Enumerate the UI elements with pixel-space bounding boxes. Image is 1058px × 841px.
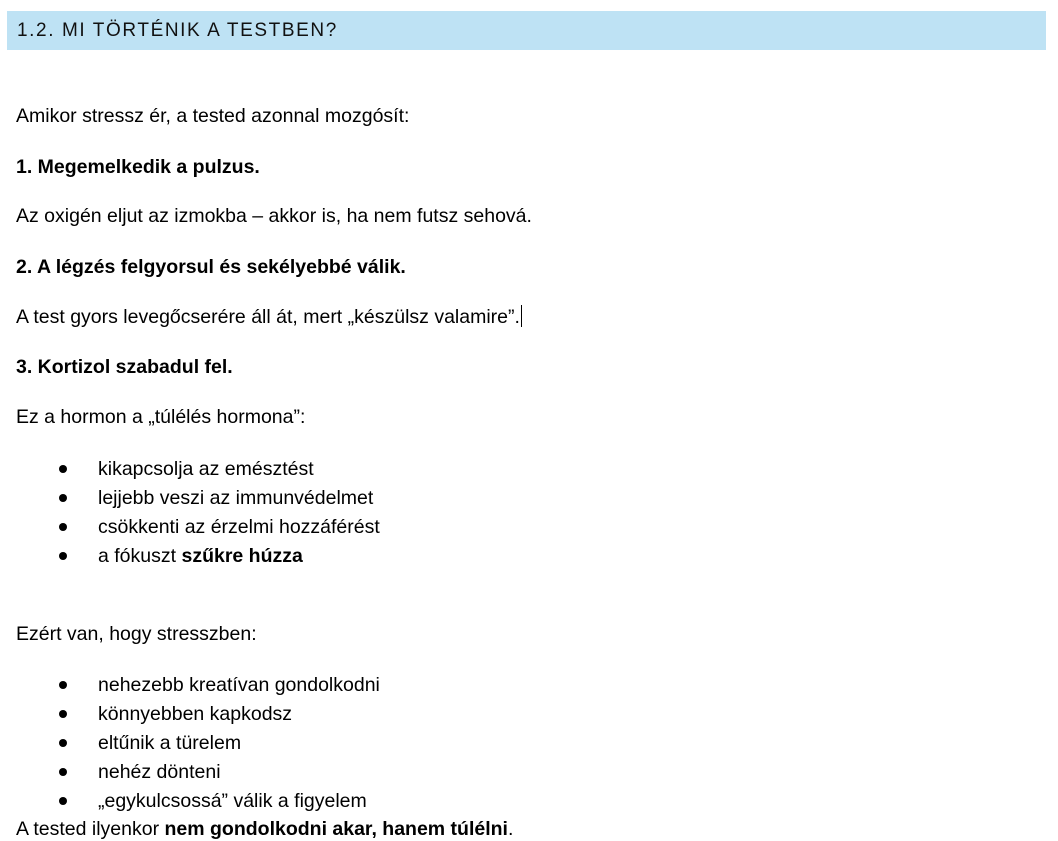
step-1-body: Az oxigén eljut az izmokba – akkor is, ha nem futsz sehová. [16, 205, 532, 227]
conclusion-suffix: . [507, 818, 514, 840]
consequence-intro: Ezért van, hogy stresszben: [16, 623, 257, 645]
bullet-icon [59, 710, 67, 718]
bullet-icon [59, 797, 67, 805]
list-item-text: eltűnik a türelem [98, 732, 242, 754]
bullet-icon [59, 523, 67, 531]
step-2-body-line[interactable] [16, 305, 522, 329]
text-cursor [521, 305, 522, 327]
bullet-icon [59, 681, 67, 689]
list-item-text: lejjebb veszi az immunvédelmet [98, 487, 374, 509]
bullet-icon [59, 552, 67, 560]
section-heading [7, 11, 1046, 50]
intro-paragraph: Amikor stressz ér, a tested azonnal mozgósít: [16, 105, 410, 127]
list-item-text: nehezebb kreatívan gondolkodni [98, 674, 380, 696]
list-item-bold-text: szűkre húzza [181, 545, 303, 567]
list-item-text: a fókuszt [98, 545, 182, 567]
bullet-icon [59, 768, 67, 776]
section-heading-text: 1.2. MI TÖRTÉNIK A TESTBEN? [17, 20, 338, 41]
list-item-text: „egykulcsossá” válik a figyelem [98, 790, 367, 812]
step-3-title: 3. Kortizol szabadul fel. [16, 356, 233, 378]
list-item-text: nehéz dönteni [98, 761, 221, 783]
bullet-icon [59, 465, 67, 473]
step-2-title: 2. A légzés felgyorsul és sekélyebbé válik. [16, 256, 406, 278]
list-item-text: könnyebben kapkodsz [98, 703, 293, 725]
step-1-title: 1. Megemelkedik a pulzus. [16, 156, 260, 178]
bullet-icon [59, 739, 67, 747]
list-item-text: csökkenti az érzelmi hozzáférést [98, 516, 380, 538]
step-3-body: Ez a hormon a „túlélés hormona”: [16, 406, 306, 428]
step-2-body: A test gyors levegőcserére áll át, mert „készülsz valamire”. [16, 306, 520, 328]
conclusion-paragraph [16, 817, 513, 841]
conclusion-bold: nem gondolkodni akar, hanem túlélni [164, 818, 508, 840]
conclusion-prefix: A tested ilyenkor [16, 818, 165, 840]
bullet-icon [59, 494, 67, 502]
list-item-text: kikapcsolja az emésztést [98, 458, 314, 480]
